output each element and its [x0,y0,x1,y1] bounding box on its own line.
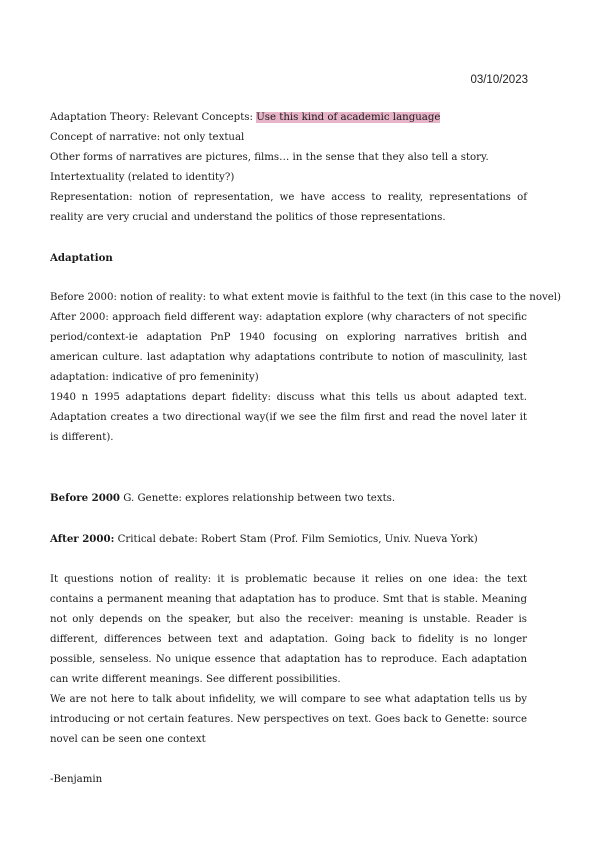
fidelity-paragraph: 1940 n 1995 adaptations depart fidelity: discuss what this tells us about adapted text. Adaptation creates a two directional way(if we see the film first and read the novel later it is different). [50,392,527,443]
topic-label: Adaptation Theory: Relevant Concepts: [50,112,257,123]
adaptation-heading: Adaptation [50,252,113,264]
after-2000-text: Critical debate: Robert Stam (Prof. Film Semiotics, Univ. Nueva York) [114,534,478,545]
highlighted-note: Use this kind of academic language [256,112,441,123]
document-body [50,108,561,790]
signature: -Benjamin [50,774,103,785]
after-2000-section [50,529,527,550]
reality-question-paragraph: It questions notion of reality: it is problematic because it relies on one idea: the text contains a permanent meaning that adaptation has to produce. Smt that is stable. Meaning not only depends on the speaker, but also the receiver: meaning is unstable. Reader is different, differences between text and adaptation. Going back to fidelity is no longer possible, senseless. No unique essence that adaptation has to reproduce. Each adaptation can write different meanings. See different possibilities. [50,574,527,685]
after-2000-label: After 2000: [50,533,115,545]
after-2000-paragraph: After 2000: approach field different way: adaptation explore (why characters of not specific period/context-ie adaptation PnP 1940 focusing on exploring narratives british and american culture. last adaptation why adaptations contribute to notion of masculinity, last adaptation: indicative of pro femeninity) [50,312,527,383]
before-2000-text: G. Genette: explores relationship between two texts. [120,493,396,504]
before-2000-label: Before 2000 [50,492,121,504]
intro-line-narrative: Concept of narrative: not only textual [50,132,245,143]
intro-line-intertextuality: Intertextuality (related to identity?) [50,172,235,183]
intro-line-forms: Other forms of narratives are pictures, films… in the sense that they also tell a story. [50,152,489,163]
intro-line-topic [50,108,527,128]
before-2000-section [50,488,527,509]
infidelity-paragraph: We are not here to talk about infidelity, we will compare to see what adaptation tells us by introducing or not certain features. New perspectives on text. Goes back to Genette: source novel can be seen one context [50,694,527,745]
document-date: 03/10/2023 [470,74,528,86]
intro-representation-paragraph: Representation: notion of representation, we have access to reality, representations of reality are very crucial and understand the politics of those representations. [50,192,527,223]
before-2000-line: Before 2000: notion of reality: to what extent movie is faithful to the text (in this case to the novel) [50,292,561,303]
